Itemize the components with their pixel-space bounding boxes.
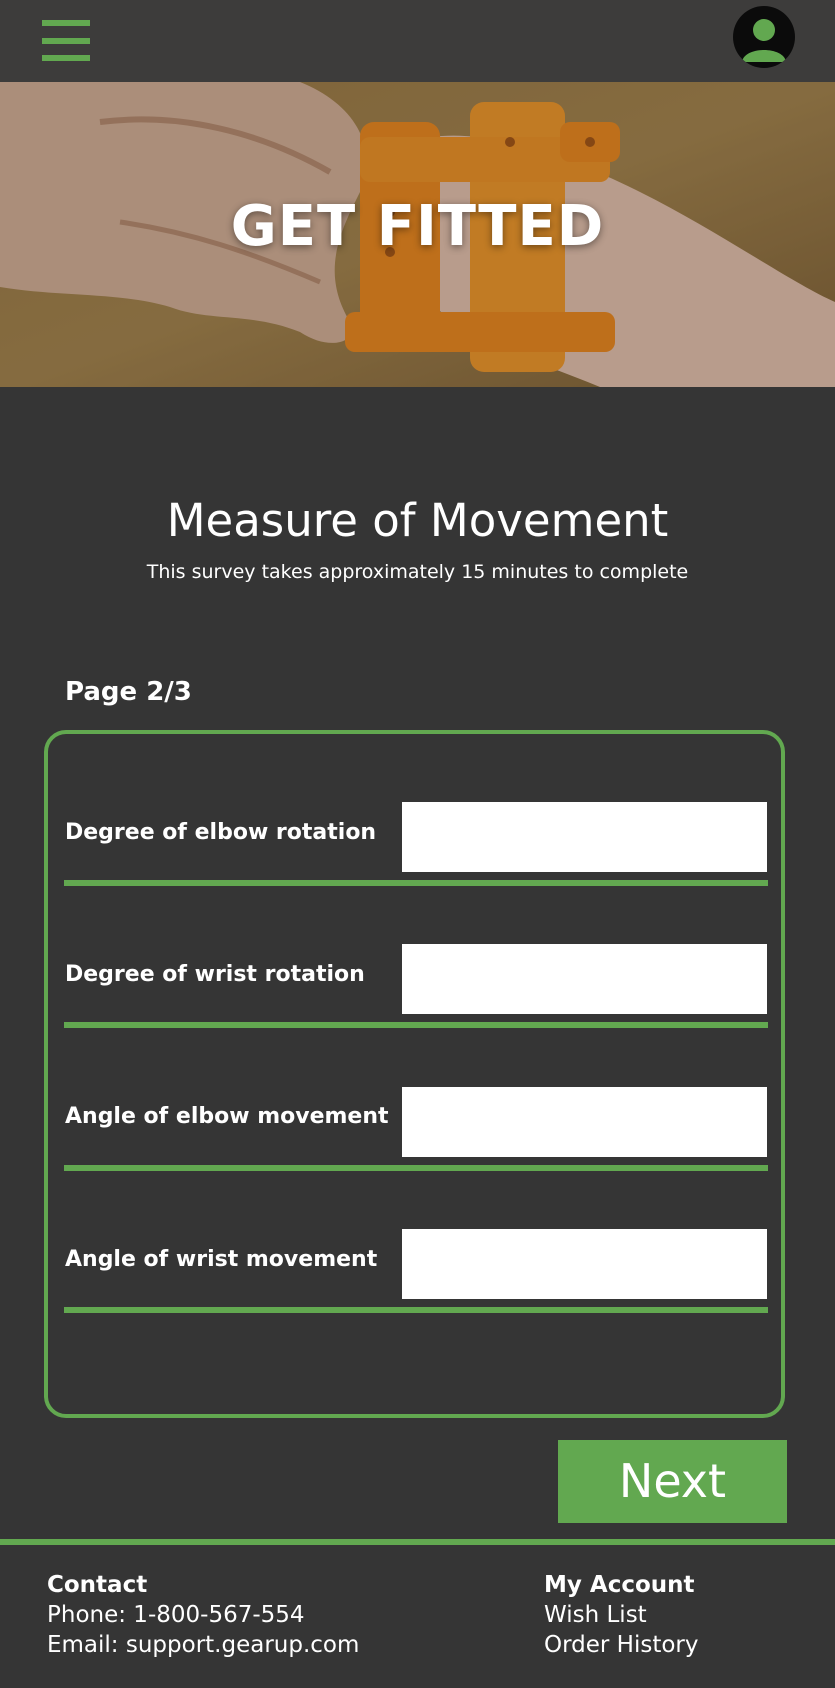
elbow-rotation-label: Degree of elbow rotation	[65, 820, 377, 845]
hero-banner	[0, 82, 835, 387]
contact-email: Email: support.gearup.com	[47, 1632, 360, 1658]
wrist-rotation-input[interactable]	[402, 944, 767, 1014]
row-divider	[64, 880, 768, 886]
wrist-rotation-label: Degree of wrist rotation	[65, 962, 365, 987]
menu-bar-line	[42, 38, 90, 44]
hero-title: GET FITTED	[230, 194, 605, 259]
menu-bar-line	[42, 20, 90, 26]
hamburger-menu-icon[interactable]	[42, 20, 90, 62]
row-divider	[64, 1165, 768, 1171]
wish-list-link[interactable]: Wish List	[544, 1602, 647, 1628]
contact-phone: Phone: 1-800-567-554	[47, 1602, 305, 1628]
user-avatar-icon[interactable]	[733, 6, 795, 68]
elbow-rotation-input[interactable]	[402, 802, 767, 872]
survey-title: Measure of Movement	[166, 494, 669, 547]
contact-heading: Contact	[47, 1572, 148, 1598]
top-navigation-bar	[0, 0, 835, 82]
wrist-movement-input[interactable]	[402, 1229, 767, 1299]
footer-divider	[0, 1539, 835, 1545]
elbow-movement-label: Angle of elbow movement	[65, 1104, 389, 1129]
footer-contact	[47, 1570, 359, 1660]
survey-subtitle: This survey takes approximately 15 minutes to complete	[146, 561, 689, 583]
row-divider	[64, 1307, 768, 1313]
menu-bar-line	[42, 55, 90, 61]
wrist-movement-label: Angle of wrist movement	[65, 1247, 378, 1272]
page-indicator: Page 2/3	[65, 677, 192, 707]
order-history-link[interactable]: Order History	[544, 1632, 699, 1658]
my-account-heading: My Account	[544, 1572, 695, 1598]
next-button[interactable]: Next	[558, 1440, 787, 1523]
elbow-movement-input[interactable]	[402, 1087, 767, 1157]
footer-account	[544, 1570, 699, 1660]
row-divider	[64, 1022, 768, 1028]
